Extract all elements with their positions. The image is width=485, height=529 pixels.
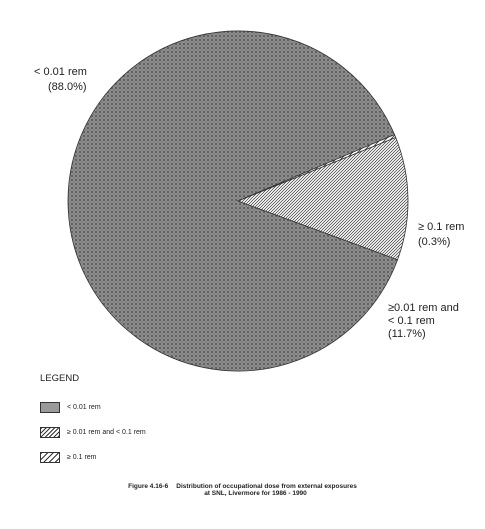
slice-label-lt001-name: < 0.01 rem: [34, 66, 87, 78]
legend-item-ge01: [40, 450, 97, 464]
caption-line1: Distribution of occupational dose from external exposures: [176, 483, 357, 490]
slice-label-mid-line1: ≥0.01 rem and: [388, 302, 459, 314]
slice-label-mid-pct: (11.7%): [388, 328, 426, 340]
slice-label-ge01-pct: (0.3%): [418, 236, 451, 248]
legend-item-lt001: [40, 400, 101, 414]
legend-swatch-crosshatch: [40, 402, 60, 413]
slice-label-ge01: [418, 221, 464, 249]
figure-number: Figure 4.16-6: [128, 483, 169, 490]
slice-label-ge01-name: ≥ 0.1 rem: [418, 221, 465, 233]
legend-label-ge01: ≥ 0.1 rem: [67, 453, 97, 461]
legend-label-lt001: < 0.01 rem: [67, 403, 101, 411]
legend-swatch-diag: [40, 427, 60, 438]
pie-slices: [68, 31, 408, 371]
slice-label-lt001-pct: (88.0%): [48, 81, 87, 93]
legend-title: LEGEND: [40, 373, 80, 384]
legend-swatch-diag-light: [40, 452, 60, 463]
slice-label-mid-line2: < 0.1 rem: [388, 315, 435, 327]
legend-item-mid: [40, 425, 146, 439]
slice-label-mid: [388, 302, 459, 341]
caption-line2: at SNL, Livermore for 1986 - 1990: [204, 490, 307, 497]
legend-label-mid: ≥ 0.01 rem and < 0.1 rem: [67, 428, 146, 436]
figure-caption: [0, 483, 485, 497]
slice-label-lt001: [34, 66, 87, 94]
